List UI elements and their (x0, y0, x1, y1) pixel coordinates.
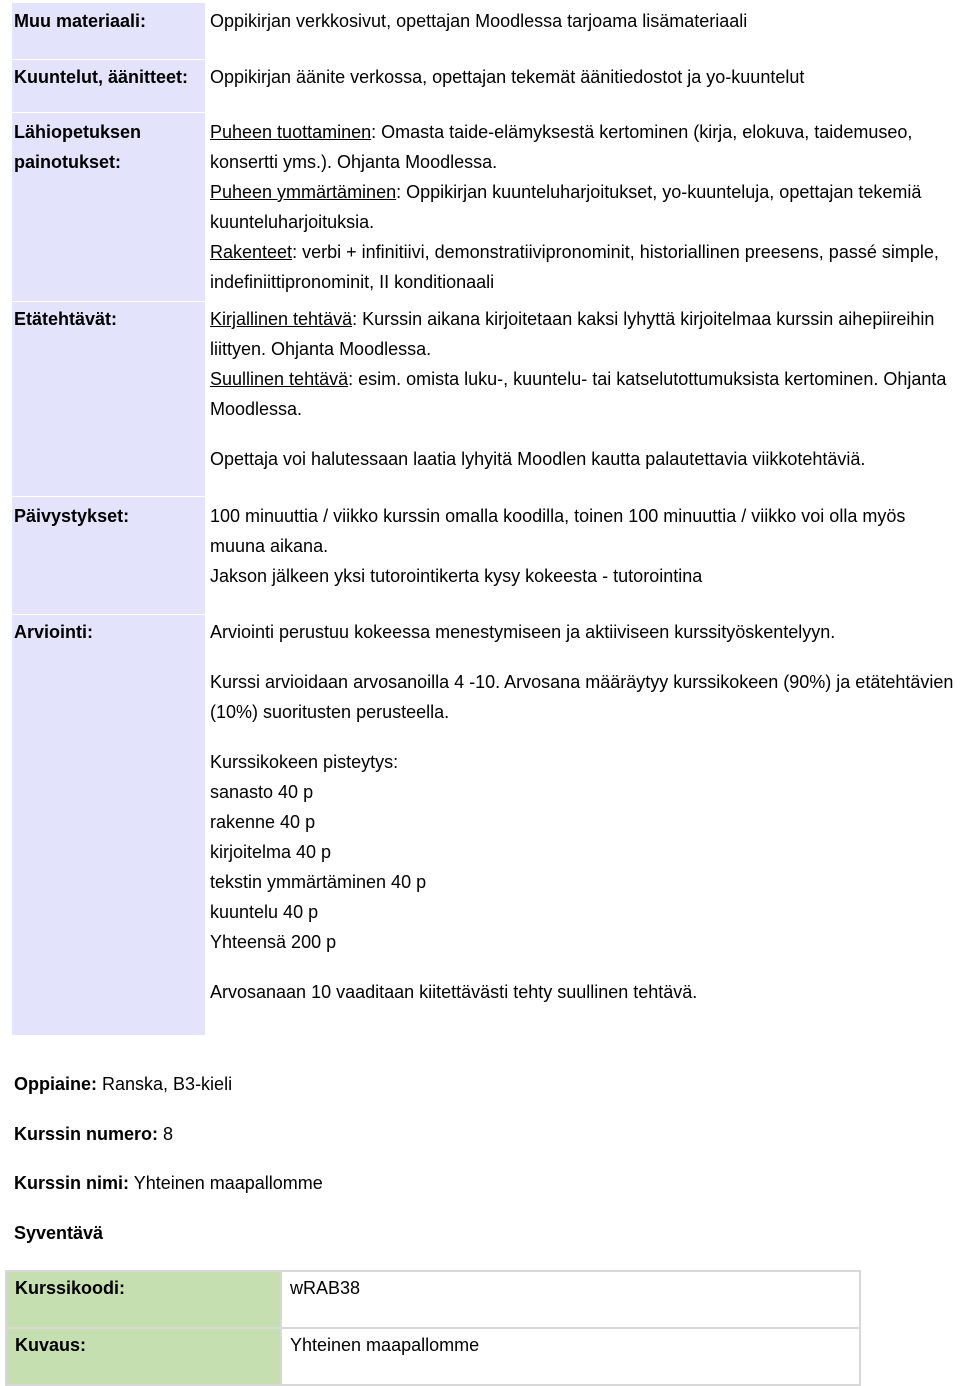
oppiaine-label: Oppiaine: (14, 1074, 98, 1094)
kurssin-numero-value: 8 (158, 1124, 174, 1144)
row-label-kuuntelut: Kuuntelut, äänitteet: (14, 67, 188, 87)
row-value-etatehtavat (210, 304, 955, 474)
table-row (6, 1271, 860, 1328)
kurssin-numero-line (14, 1120, 173, 1148)
suullinen-tehtava-paragraph (210, 364, 955, 424)
row-value-kuuntelut: Oppikirjan äänite verkossa, opettajan tekemät äänitiedostot ja yo-kuuntelut (210, 67, 805, 87)
kurssin-nimi-value: Yhteinen maapallomme (129, 1173, 323, 1193)
kuvaus-label: Kuvaus: (6, 1328, 281, 1385)
row-label-arviointi: Arviointi: (14, 622, 93, 642)
kirjallinen-tehtava-title: Kirjallinen tehtävä (210, 309, 353, 329)
row-value-muu-materiaali: Oppikirjan verkkosivut, opettajan Moodlessa tarjoama lisämateriaali (210, 11, 748, 31)
puheen-tuottaminen-title: Puheen tuottaminen (210, 122, 372, 142)
rakenteet-text: : verbi + infinitiivi, demonstratiivipronominit, historiallinen preesens, passé simple, indefiniittipronominit, II konditionaali (210, 242, 939, 292)
arviointi-paragraph-4: Arvosanaan 10 vaaditaan kiitettävästi tehty suullinen tehtävä. (210, 982, 698, 1002)
pisteytys-total: Yhteensä 200 p (210, 932, 337, 952)
suullinen-tehtava-title: Suullinen tehtävä (210, 369, 349, 389)
row-value-paivystykset (210, 501, 955, 591)
rakenteet-paragraph (210, 237, 955, 297)
puheen-tuottaminen-paragraph (210, 117, 955, 177)
suullinen-tehtava-text: : esim. omista luku-, kuuntelu- tai katselutottumuksista kertominen. Ohjanta Moodlessa. (210, 369, 947, 419)
oppiaine-line (14, 1070, 232, 1098)
pisteytys-item: kirjoitelma 40 p (210, 842, 332, 862)
puheen-ymmartaminen-paragraph (210, 177, 955, 237)
row-value-arviointi (210, 617, 955, 1007)
viikkotehtavat-paragraph: Opettaja voi halutessaan laatia lyhyitä Moodlen kautta palautettavia viikkotehtäviä. (210, 449, 866, 469)
kurssin-nimi-label: Kurssin nimi: (14, 1173, 130, 1193)
oppiaine-value: Ranska, B3-kieli (97, 1074, 233, 1094)
row-value-lahiopetus (210, 117, 955, 297)
row-label-etatehtavat: Etätehtävät: (14, 309, 118, 329)
puheen-tuottaminen-text: : Omasta taide-elämyksestä kertominen (kirja, elokuva, taidemuseo, konsertti yms.). Ohjanta Moodlessa. (210, 122, 913, 172)
kurssikoodi-label: Kurssikoodi: (6, 1271, 281, 1328)
puheen-ymmartaminen-title: Puheen ymmärtäminen (210, 182, 397, 202)
kirjallinen-tehtava-text: : Kurssin aikana kirjoitetaan kaksi lyhyttä kirjoitelmaa kurssin aihepiireihin liittyen. Ohjanta Moodlessa. (210, 309, 935, 359)
syventava-heading (14, 1219, 103, 1247)
row-label-lahiopetus (14, 117, 141, 177)
row-label-lahiopetus-line1: Lähiopetuksen (14, 122, 142, 142)
puheen-ymmartaminen-text: : Oppikirjan kuunteluharjoitukset, yo-kuunteluja, opettajan tekemiä kuunteluharjoituksia. (210, 182, 922, 232)
pisteytys-title: Kurssikokeen pisteytys: (210, 752, 399, 772)
paivystys-line-1: 100 minuuttia / viikko kurssin omalla koodilla, toinen 100 minuuttia / viikko voi olla myös muuna aikana. (210, 506, 906, 556)
kurssin-nimi-line (14, 1169, 323, 1197)
arviointi-paragraph-1: Arviointi perustuu kokeessa menestymiseen ja aktiiviseen kurssityöskentelyyn. (210, 622, 836, 642)
pisteytys-item: rakenne 40 p (210, 812, 316, 832)
pisteytys-item: kuuntelu 40 p (210, 902, 319, 922)
pisteytys-item: sanasto 40 p (210, 782, 314, 802)
kirjallinen-tehtava-paragraph (210, 304, 955, 364)
arviointi-paragraph-2: Kurssi arvioidaan arvosanoilla 4 -10. Arvosana määräytyy kurssikokeen (90%) ja etätehtävien (10%) suoritusten perusteella. (210, 672, 954, 722)
row-label-lahiopetus-line2: painotukset: (14, 152, 122, 172)
kurssin-numero-label: Kurssin numero: (14, 1124, 159, 1144)
course-info-table (5, 1270, 861, 1386)
row-label-muu-materiaali: Muu materiaali: (14, 11, 147, 31)
paivystys-line-2: Jakson jälkeen yksi tutorointikerta kysy kokeesta - tutorointina (210, 566, 703, 586)
kurssikoodi-value: wRAB38 (281, 1271, 860, 1328)
syventava-label: Syventävä (14, 1223, 104, 1243)
pisteytys-item: tekstin ymmärtäminen 40 p (210, 872, 427, 892)
row-label-paivystykset: Päivystykset: (14, 506, 130, 526)
rakenteet-title: Rakenteet (210, 242, 293, 262)
kuvaus-value: Yhteinen maapallomme (281, 1328, 860, 1385)
label-cell-bg-arviointi (12, 615, 205, 1035)
table-row (6, 1328, 860, 1385)
